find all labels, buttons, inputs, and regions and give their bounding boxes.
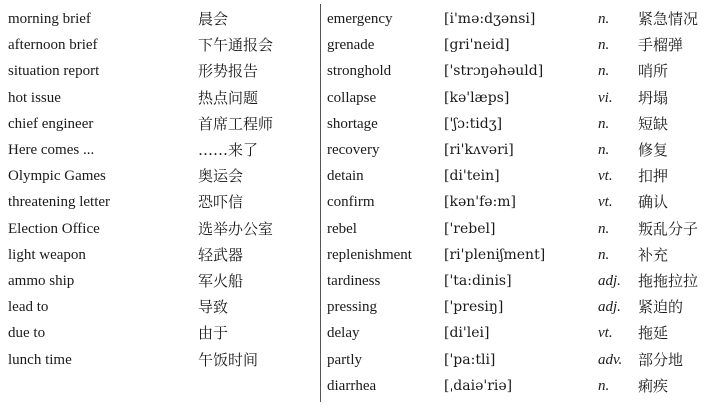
vocab-part-of-speech: n. xyxy=(598,115,610,132)
vocab-word: replenishment xyxy=(327,246,412,263)
vocab-part-of-speech: n. xyxy=(598,246,610,263)
vocab-word: confirm xyxy=(327,194,375,211)
vocab-word: tardiness xyxy=(327,273,381,289)
vocab-pronunciation: [kə'læps] xyxy=(444,89,510,106)
vocab-word: collapse xyxy=(327,89,377,106)
vocab-part-of-speech: vt. xyxy=(598,168,613,185)
word-row xyxy=(0,6,724,32)
phrase-chinese: 首席工程师 xyxy=(198,114,274,133)
word-row xyxy=(0,347,724,373)
vocab-pronunciation: [di'lei] xyxy=(444,325,490,342)
word-row xyxy=(0,32,724,58)
vocab-pronunciation: ['strɔŋəhəuld] xyxy=(444,63,544,80)
word-row xyxy=(0,320,724,346)
vocab-word: pressing xyxy=(327,299,377,316)
word-row xyxy=(0,373,724,399)
vocab-chinese: 拖延 xyxy=(638,324,669,343)
phrase-english: hot issue xyxy=(8,89,61,106)
vocab-pronunciation: ['rebel] xyxy=(444,220,496,237)
vocab-part-of-speech: n. xyxy=(598,11,610,27)
vocab-word: detain xyxy=(327,168,364,185)
vocab-word: recovery xyxy=(327,142,380,158)
phrase-english: chief engineer xyxy=(8,115,94,132)
word-row xyxy=(0,189,724,215)
vocab-word: delay xyxy=(327,325,360,342)
vocab-word: stronghold xyxy=(327,63,392,80)
vocab-chinese: 部分地 xyxy=(638,350,684,369)
word-row xyxy=(0,137,724,163)
phrase-chinese: 热点问题 xyxy=(198,88,259,107)
vocab-word: diarrhea xyxy=(327,377,377,394)
phrase-english: morning brief xyxy=(8,11,91,27)
phrase-chinese: 导致 xyxy=(198,298,229,317)
phrase-chinese: 轻武器 xyxy=(198,245,244,264)
phrase-chinese: ……来了 xyxy=(198,141,259,159)
vocab-pronunciation: ['presiŋ] xyxy=(444,299,504,316)
phrase-english: Here comes ... xyxy=(8,142,95,158)
vocab-chinese: 补充 xyxy=(638,245,669,264)
phrase-chinese: 选举办公室 xyxy=(198,219,274,238)
vocab-pronunciation: ['pa:tli] xyxy=(444,351,496,368)
phrase-english: Olympic Games xyxy=(8,168,106,185)
vocab-word: grenade xyxy=(327,37,375,54)
vocab-chinese: 确认 xyxy=(638,193,669,212)
vocab-chinese: 紧急情况 xyxy=(638,10,699,28)
phrase-chinese: 恐吓信 xyxy=(198,193,244,212)
vocab-part-of-speech: n. xyxy=(598,142,610,158)
phrase-english: Election Office xyxy=(8,220,100,237)
phrase-chinese: 形势报告 xyxy=(198,62,259,81)
phrase-english: due to xyxy=(8,325,46,342)
phrase-english: ammo ship xyxy=(8,273,75,289)
phrase-chinese: 奥运会 xyxy=(198,167,244,186)
word-row xyxy=(0,216,724,242)
vocab-pronunciation: [ˌdaiə'riə] xyxy=(444,377,513,394)
word-row xyxy=(0,163,724,189)
vocab-chinese: 手榴弹 xyxy=(638,36,684,55)
vocab-part-of-speech: adj. xyxy=(598,299,621,316)
phrase-english: situation report xyxy=(8,63,100,80)
vocab-part-of-speech: adj. xyxy=(598,273,621,289)
vocab-pronunciation: [i'mə:dʒənsi] xyxy=(444,11,536,27)
vocab-chinese: 修复 xyxy=(638,141,669,159)
vocab-pronunciation: [ri'pleniʃment] xyxy=(444,246,546,263)
vocab-chinese: 紧迫的 xyxy=(638,298,684,317)
vocab-pronunciation: [kən'fə:m] xyxy=(444,194,517,211)
vocab-part-of-speech: n. xyxy=(598,37,610,54)
vocab-chinese: 扣押 xyxy=(638,167,669,186)
phrase-english: light weapon xyxy=(8,246,86,263)
vocab-part-of-speech: adv. xyxy=(598,351,623,368)
phrase-chinese: 由于 xyxy=(198,324,229,343)
vocab-part-of-speech: vi. xyxy=(598,89,613,106)
phrase-english: lead to xyxy=(8,299,49,316)
vocab-chinese: 痢疾 xyxy=(638,376,669,395)
vocab-chinese: 拖拖拉拉 xyxy=(638,272,699,290)
vocab-pronunciation: [di'tein] xyxy=(444,168,500,185)
vocab-pronunciation: ['ta:dinis] xyxy=(444,273,512,289)
phrase-chinese: 下午通报会 xyxy=(198,36,274,55)
word-row xyxy=(0,58,724,84)
word-row xyxy=(0,242,724,268)
phrase-chinese: 晨会 xyxy=(198,10,229,28)
vocab-part-of-speech: n. xyxy=(598,220,610,237)
vocab-pronunciation: [gri'neid] xyxy=(444,37,510,54)
vocab-chinese: 哨所 xyxy=(638,62,669,81)
word-row xyxy=(0,268,724,294)
phrase-english: threatening letter xyxy=(8,194,111,211)
phrase-english: afternoon brief xyxy=(8,37,98,54)
phrase-chinese: 午饭时间 xyxy=(198,350,259,369)
phrase-chinese: 军火船 xyxy=(198,272,244,290)
vocab-part-of-speech: n. xyxy=(598,63,610,80)
vocab-chinese: 坍塌 xyxy=(638,88,669,107)
word-row xyxy=(0,111,724,137)
vocab-word: emergency xyxy=(327,11,393,27)
vocab-pronunciation: [ri'kʌvəri] xyxy=(444,142,514,158)
vocab-chinese: 叛乱分子 xyxy=(638,219,699,238)
word-row xyxy=(0,85,724,111)
vocab-part-of-speech: n. xyxy=(598,377,610,394)
vocab-word: partly xyxy=(327,351,362,368)
word-row xyxy=(0,294,724,320)
phrase-english: lunch time xyxy=(8,351,72,368)
vocab-pronunciation: ['ʃɔ:tidʒ] xyxy=(444,115,503,132)
vocab-chinese: 短缺 xyxy=(638,114,669,133)
vocab-part-of-speech: vt. xyxy=(598,194,613,211)
vocab-word: rebel xyxy=(327,220,357,237)
vocab-part-of-speech: vt. xyxy=(598,325,613,342)
vocab-word: shortage xyxy=(327,115,378,132)
